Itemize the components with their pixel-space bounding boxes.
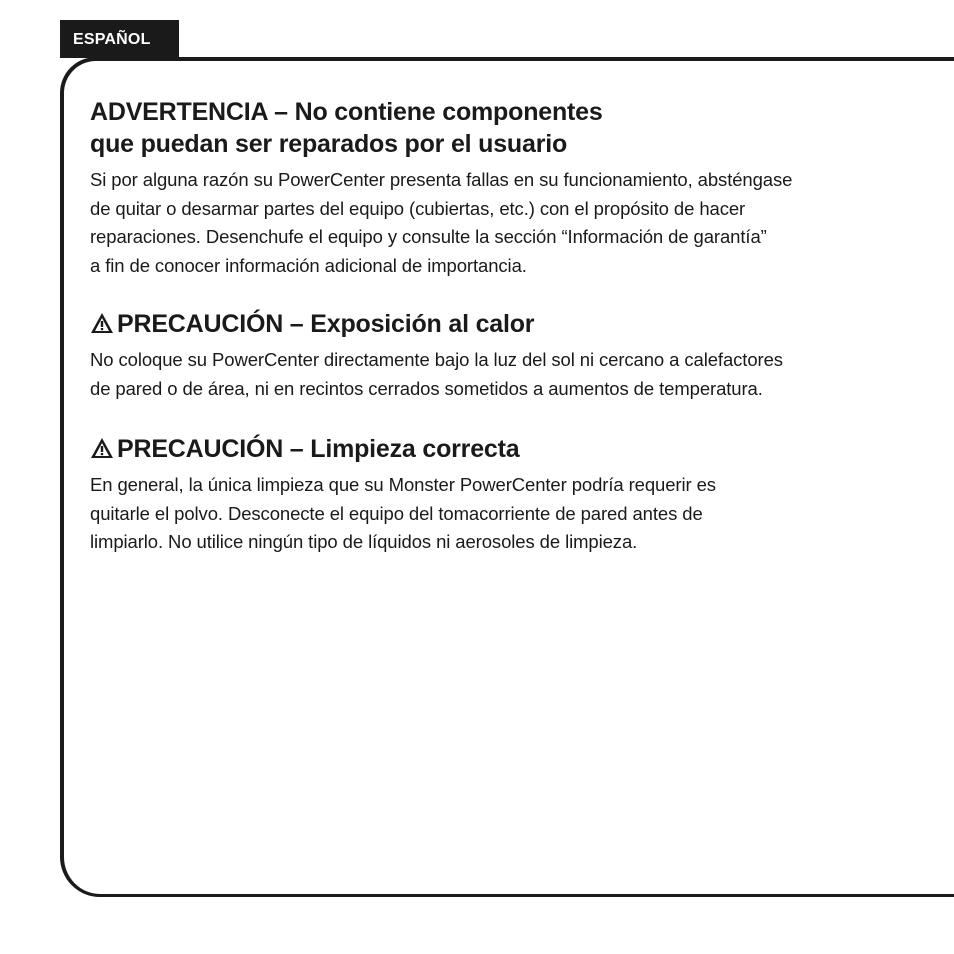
section-body [90,166,910,280]
body-line: a fin de conocer información adicional de importancia. [90,254,527,276]
heading-line: ADVERTENCIA – No contiene componentes [90,98,603,126]
section-warning-no-serviceable-parts [90,96,910,280]
section-heading-text: PRECAUCIÓN – Exposición al calor [117,310,535,338]
section-caution-heat-exposure [90,308,910,403]
body-line: En general, la única limpieza que su Monster PowerCenter podría requerir es [90,474,716,495]
body-line: de quitar o desarmar partes del equipo (cubiertas, etc.) con el propósito de hacer [90,197,746,219]
heading-line: que puedan ser reparados por el usuario [90,130,568,158]
body-line: limpiarlo. No utilice ningún tipo de líquidos ni aerosoles de limpieza. [90,531,638,552]
body-line: de pared o de área, ni en recintos cerrados sometidos a aumentos de temperatura. [90,377,763,399]
warning-triangle-icon [90,312,114,334]
section-body [90,346,910,403]
warning-triangle-icon [90,437,114,459]
section-heading [90,308,910,340]
section-heading-text: PRECAUCIÓN – Limpieza correcta [117,435,520,463]
section-heading [90,433,910,465]
body-line: quitarle el polvo. Desconecte el equipo del tomacorriente de pared antes de [90,502,703,524]
section-heading [90,96,910,160]
body-line: No coloque su PowerCenter directamente bajo la luz del sol ni cercano a calefactores [90,349,783,370]
body-line: Si por alguna razón su PowerCenter presenta fallas en su funcionamiento, absténgase [90,169,793,190]
language-tab: ESPAÑOL [60,20,179,58]
section-caution-proper-cleaning [90,433,910,557]
manual-content [90,96,910,557]
section-body [90,471,910,557]
body-line: reparaciones. Desenchufe el equipo y consulte la sección “Información de garantía” [90,226,767,247]
